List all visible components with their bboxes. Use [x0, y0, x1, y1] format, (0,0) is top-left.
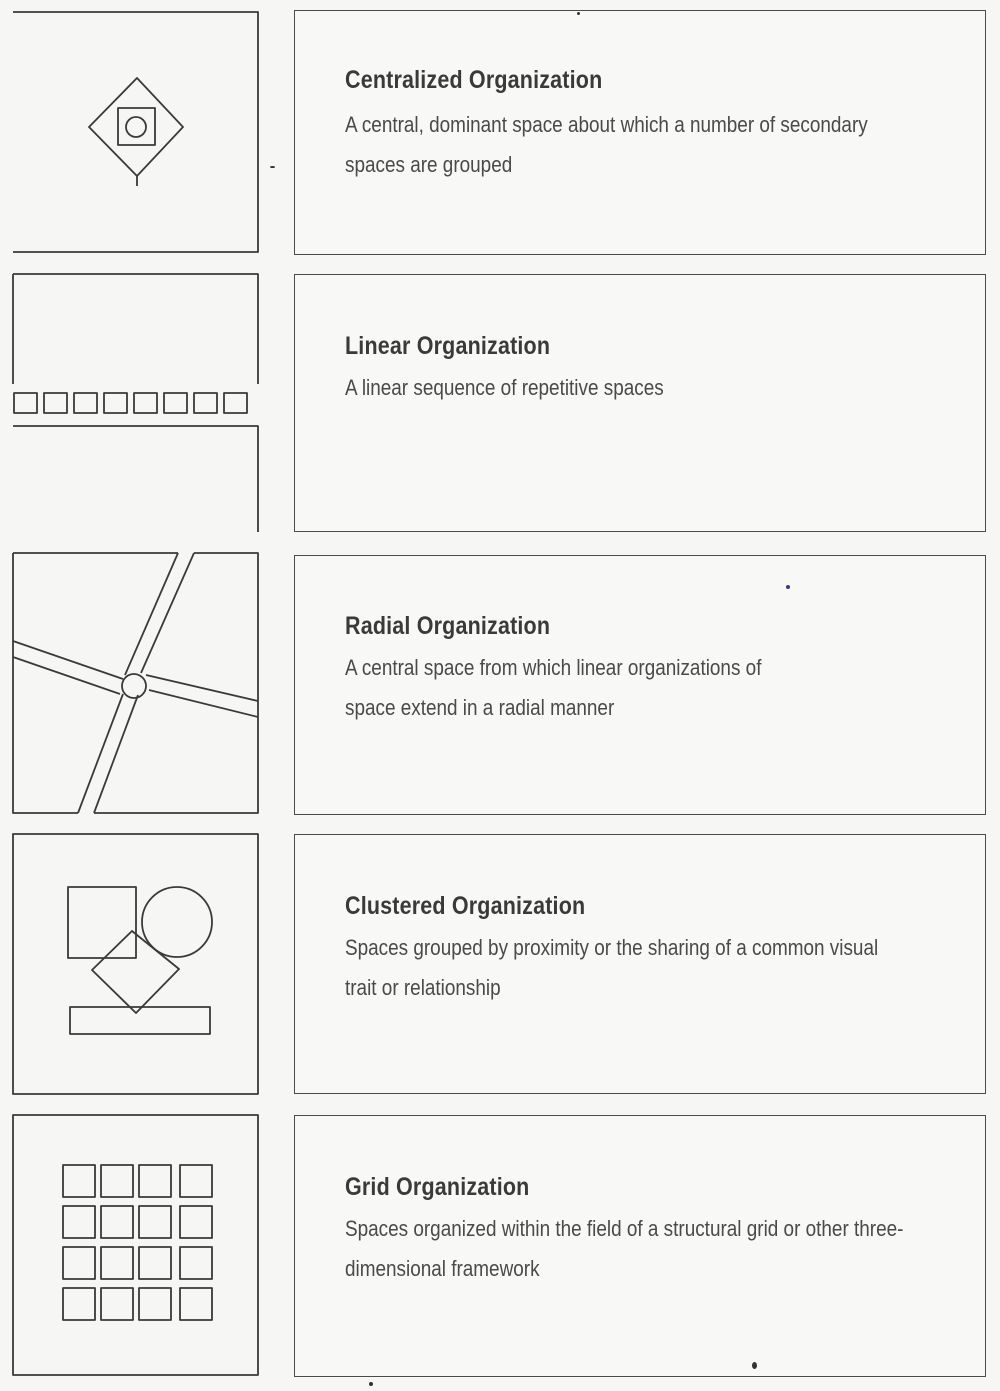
- row-linear: [0, 272, 1000, 534]
- linear-diagram-icon: [10, 272, 262, 534]
- clustered-title: Clustered Organization: [345, 892, 586, 920]
- centralized-description: A central, dominant space about which a number of secondary spaces are grouped: [345, 112, 868, 177]
- row-grid: [0, 1113, 1000, 1377]
- linear-description: A linear sequence of repetitive spaces: [345, 375, 664, 400]
- speck: [369, 1382, 373, 1386]
- row-radial: [0, 551, 1000, 815]
- clustered-description: Spaces grouped by proximity or the sharing of a common visual trait or relationship: [345, 935, 879, 1000]
- centralized-card: [294, 10, 986, 255]
- radial-description: A central space from which linear organizations of space extend in a radial manner: [345, 655, 762, 720]
- speck: [577, 12, 580, 15]
- speck: [752, 1362, 757, 1369]
- radial-diagram-icon: [10, 551, 262, 815]
- grid-description: Spaces organized within the field of a structural grid or other three-dimensional framework: [345, 1216, 904, 1281]
- centralized-title: Centralized Organization: [345, 66, 603, 94]
- speck: [786, 585, 790, 589]
- radial-title: Radial Organization: [345, 612, 551, 640]
- clustered-card: [294, 834, 986, 1094]
- centralized-diagram-icon: [10, 10, 262, 255]
- speck: [270, 166, 275, 168]
- row-centralized: [0, 10, 1000, 255]
- row-clustered: [0, 832, 1000, 1096]
- clustered-diagram-icon: [10, 832, 262, 1096]
- linear-card: [294, 274, 986, 532]
- grid-title: Grid Organization: [345, 1173, 530, 1201]
- grid-card: [294, 1115, 986, 1377]
- radial-card: [294, 555, 986, 815]
- grid-diagram-icon: [10, 1113, 262, 1377]
- linear-title: Linear Organization: [345, 332, 551, 360]
